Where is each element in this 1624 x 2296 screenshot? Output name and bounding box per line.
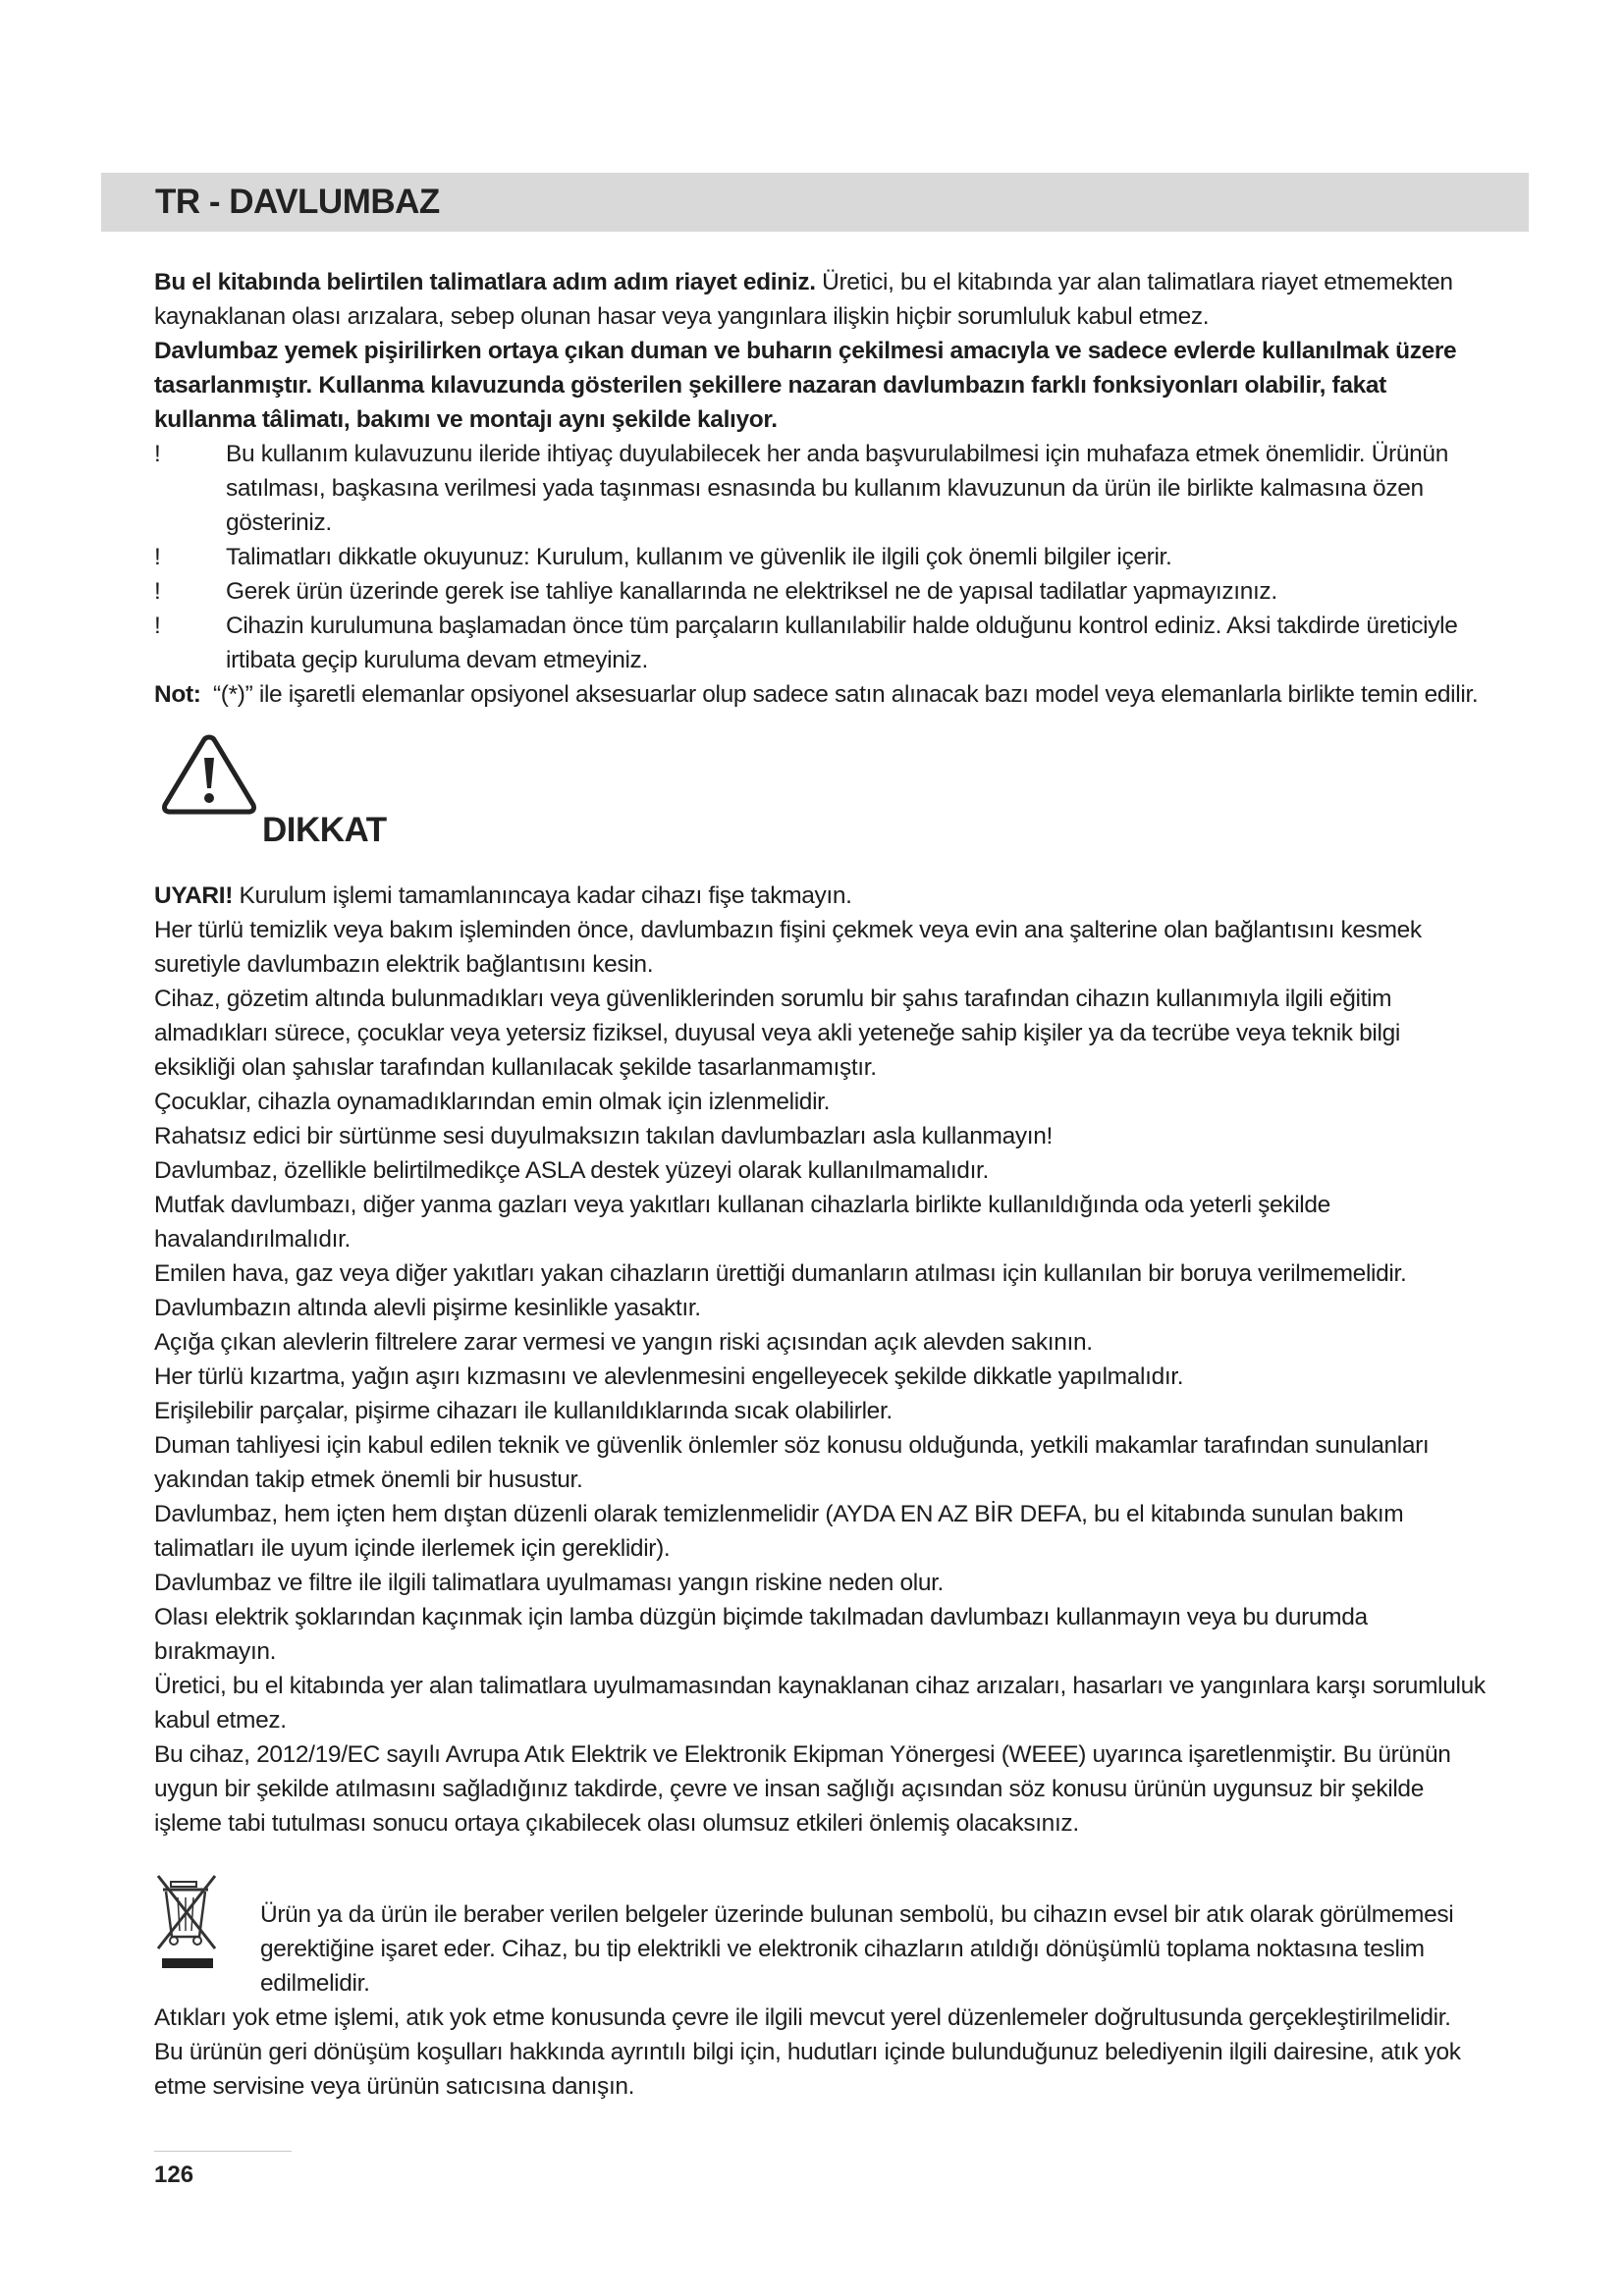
section-title: TR - DAVLUMBAZ: [155, 183, 440, 221]
bullet-text: Gerek ürün üzerinde gerek ise tahliye kanallarında ne elektriksel ne de yapısal tadilatlar yapmayızınız.: [226, 578, 1277, 605]
safety-paragraph: Çocuklar, cihazla oynamadıklarından emin olmak için izlenmelidir.: [154, 1089, 831, 1115]
safety-paragraph: Davlumbaz, hem içten hem dıştan düzenli olarak temizlenmelidir (AYDA EN AZ BİR DEFA, bu el kitabında sunulan bakım talimatları ile uyum içinde ilerlemek için gereklidir).: [154, 1501, 1404, 1562]
intro-bold-lead: Bu el kitabında belirtilen talimatlara adım adım riayet ediniz.: [154, 269, 816, 295]
safety-paragraph: Cihaz, gözetim altında bulunmadıkları veya güvenliklerinden sorumlu bir şahıs tarafından cihazın kullanımıyla ilgili eğitim almadıkları sürece, çocuklar veya yetersiz fiziksel, duyusal veya akli yeteneğe sahip kişiler ya da tecrübe veya teknik bilgi eksikliği olan şahıslar tarafından kullanılacak şekilde tasarlanmamıştır.: [154, 986, 1400, 1081]
warning-heading: [154, 731, 1486, 879]
bullet-item: [154, 437, 1486, 540]
footer-rule: [154, 2151, 292, 2152]
bullet-item: [154, 574, 1486, 609]
weee-paragraph: Ürün ya da ürün ile beraber verilen belgeler üzerinde bulunan sembolü, bu cihazın evsel bir atık olarak görülmemesi gerektiğine işaret eder. Cihaz, bu tip elektrikli ve elektronik cihazların atıldığı dönüşümlü toplama noktasına teslim edilmelidir.: [260, 1901, 1454, 1997]
safety-paragraph: Emilen hava, gaz veya diğer yakıtları yakan cihazların ürettiği dumanların atılması için kullanılan bir boruya verilmemelidir.: [154, 1260, 1407, 1287]
warning-triangle-icon: [158, 731, 260, 818]
bullet-text: Bu kullanım kulavuzunu ileride ihtiyaç duyulabilecek her anda başvurulabilmesi için muhafaza etmek önemlidir. Ürünün satılması, başkasına verilmesi yada taşınması esnasında bu kullanım klavuzunun da ürün ile birlikte kalmasına özen gösteriniz.: [226, 441, 1448, 536]
note-label: Not:: [154, 681, 201, 708]
note: [154, 677, 1486, 712]
crossed-bin-icon: [154, 1868, 223, 1976]
weee-paragraph: Atıkları yok etme işlemi, atık yok etme konusunda çevre ile ilgili mevcut yerel düzenlemeler doğrultusunda gerçekleştirilmelidir.: [154, 2004, 1451, 2031]
safety-paragraph: Mutfak davlumbazı, diğer yanma gazları veya yakıtları kullanan cihazlarla birlikte kullanıldığında oda yeterli şekilde havalandırılmalıdır.: [154, 1192, 1330, 1253]
note-text: “(*)” ile işaretli elemanlar opsiyonel aksesuarlar olup sadece satın alınacak bazı model veya elemanlarla birlikte temin edilir.: [213, 681, 1479, 708]
safety-paragraph: Olası elektrik şoklarından kaçınmak için lamba düzgün biçimde takılmadan davlumbazı kullanmayın veya bu durumda bırakmayın.: [154, 1604, 1368, 1665]
warning-title: DIKKAT: [262, 811, 387, 849]
safety-paragraph: Davlumbazın altında alevli pişirme kesinlikle yasaktır.: [154, 1295, 701, 1321]
intro-body: Üretici, bu el kitabında yar alan talimatlara riayet etmemekten kaynaklanan olası arızalara, sebep olunan hasar veya yangınlara ilişkin hiçbir sorumluluk kabul etmez.: [154, 269, 1453, 330]
safety-paragraph: Davlumbaz ve filtre ile ilgili talimatlara uyulmaması yangın riskine neden olur.: [154, 1570, 945, 1596]
safety-paragraph: Davlumbaz, özellikle belirtilmedikçe ASLA destek yüzeyi olarak kullanılmamalıdır.: [154, 1157, 989, 1184]
intro-paragraph-2: Davlumbaz yemek pişirilirken ortaya çıkan duman ve buharın çekilmesi amacıyla ve sadece evlerde kullanılmak üzere tasarlanmıştır. Kullanma kılavuzunda gösterilen şekillere nazaran davlumbazın farklı fonksiyonları olabilir, fakat kullanma tâlimatı, bakımı ve montajı aynı şekilde kalıyor.: [154, 338, 1457, 433]
safety-paragraph: Duman tahliyesi için kabul edilen teknik ve güvenlik önlemler söz konusu olduğunda, yetkili makamlar tarafından sunulanları yakından takip etmek önemli bir husustur.: [154, 1432, 1430, 1493]
safety-paragraph: Her türlü temizlik veya bakım işleminden önce, davlumbazın fişini çekmek veya evin ana şalterine olan bağlantısını kesmek suretiyle davlumbazın elektrik bağlantısını kesin.: [154, 917, 1422, 978]
weee-section: [154, 1897, 1486, 2104]
exclamation-mark: !: [154, 544, 161, 570]
section-header-bar: [101, 173, 1529, 232]
safety-paragraph: Rahatsız edici bir sürtünme sesi duyulmaksızın takılan davlumbazları asla kullanmayın!: [154, 1123, 1053, 1149]
intro-paragraph-1: [154, 265, 1486, 334]
uyari-label: UYARI!: [154, 882, 234, 909]
bullet-text: Cihazin kurulumuna başlamadan önce tüm parçaların kullanılabilir halde olduğunu kontrol ediniz. Aksi takdirde üreticiyle irtibata geçip kuruluma devam etmeyiniz.: [226, 613, 1458, 673]
uyari-text: Kurulum işlemi tamamlanıncaya kadar cihazı fişe takmayın.: [233, 882, 852, 909]
safety-paragraph: Açığa çıkan alevlerin filtrelere zarar vermesi ve yangın riski açısından açık alevden sakının.: [154, 1329, 1093, 1356]
safety-paragraph: Erişilebilir parçalar, pişirme cihazarı ile kullanıldıklarında sıcak olabilirler.: [154, 1398, 893, 1424]
weee-paragraph: Bu ürünün geri dönüşüm koşulları hakkında ayrıntılı bilgi için, hudutları içinde bulunduğunuz belediyenin ilgili dairesine, atık yok etme servisine veya ürünün satıcısına danışın.: [154, 2039, 1461, 2100]
warning-uyari: [154, 879, 1486, 913]
bullet-item: [154, 540, 1486, 574]
bullet-text: Talimatları dikkatle okuyunuz: Kurulum, kullanım ve güvenlik ile ilgili çok önemli bilgiler içerir.: [226, 544, 1172, 570]
exclamation-mark: !: [154, 613, 161, 639]
weee-directive-paragraph: Bu cihaz, 2012/19/EC sayılı Avrupa Atık Elektrik ve Elektronik Ekipman Yönergesi (WEEE) uyarınca işaretlenmiştir. Bu ürünün uygun bir şekilde atılmasını sağladığınız takdirde, çevre ve insan sağlığı açısından söz konusu ürünün uygunsuz bir şekilde işleme tabi tutulması sonucu ortaya çıkabilecek olası olumsuz etkileri önlemiş olacaksınız.: [154, 1741, 1451, 1837]
bullet-item: [154, 609, 1486, 677]
page-content: [154, 265, 1486, 2104]
exclamation-mark: !: [154, 441, 161, 467]
safety-paragraph: Üretici, bu el kitabında yer alan talimatlara uyulmamasından kaynaklanan cihaz arızaları, hasarları ve yangınlara karşı sorumluluk kabul etmez.: [154, 1673, 1486, 1734]
page-number: 126: [154, 2162, 194, 2188]
safety-paragraph: Her türlü kızartma, yağın aşırı kızmasını ve alevlenmesini engelleyecek şekilde dikkatle yapılmalıdır.: [154, 1363, 1184, 1390]
exclamation-mark: !: [154, 578, 161, 605]
